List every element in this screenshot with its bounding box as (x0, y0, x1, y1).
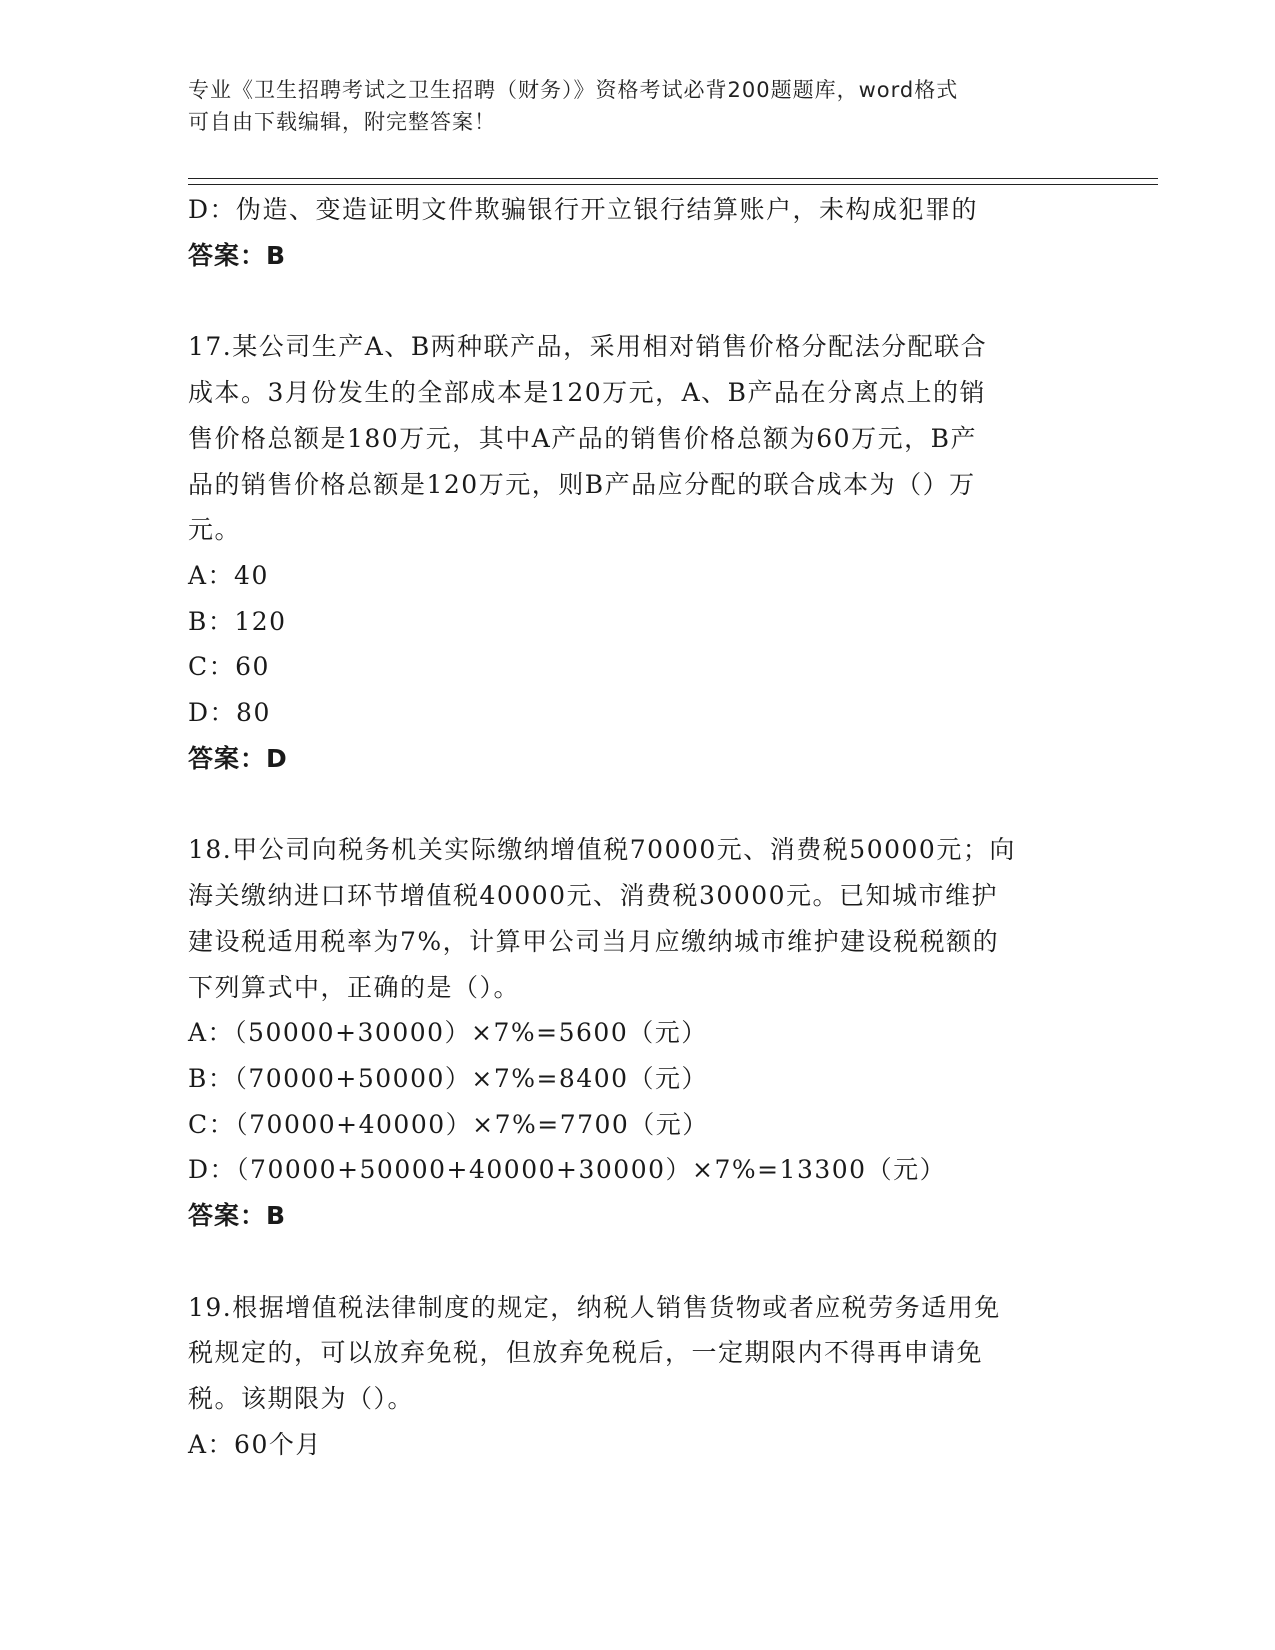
q17-text-line: 17.某公司生产A、B两种联产品，采用相对销售价格分配法分配联合 (188, 332, 988, 362)
q17-text-line: 成本。3月份发生的全部成本是120万元，A、B产品在分离点上的销 (188, 378, 987, 408)
question-17 (188, 324, 1073, 781)
q17-answer: 答案：D (188, 743, 288, 773)
header-line-2: 可自由下载编辑，附完整答案！ (188, 110, 496, 134)
q17-option-b: B：120 (188, 606, 287, 636)
q17-text-line: 品的销售价格总额是120万元，则B产品应分配的联合成本为（）万 (188, 469, 976, 499)
header-line-1: 专业《卫生招聘考试之卫生招聘（财务）》资格考试必背200题题库，word格式 (188, 78, 959, 102)
q19-option-a: A：60个月 (188, 1429, 322, 1459)
header-divider-top (188, 178, 1158, 179)
q18-text-line: 建设税适用税率为7%，计算甲公司当月应缴纳城市维护建设税税额的 (188, 926, 1000, 956)
q18-option-b: B：（70000+50000）×7%=8400（元） (188, 1063, 709, 1093)
question-18 (188, 827, 1073, 1238)
q17-text-line: 元。 (188, 515, 242, 545)
q18-option-a: A：（50000+30000）×7%=5600（元） (188, 1018, 708, 1048)
spacer (188, 1239, 1073, 1285)
q19-text-line: 税。该期限为（）。 (188, 1384, 415, 1414)
q19-text-line: 税规定的，可以放弃免税，但放弃免税后，一定期限内不得再申请免 (188, 1338, 984, 1368)
prev-answer: 答案：B (188, 240, 287, 270)
header-divider-bottom (188, 184, 1158, 185)
q18-option-d: D：（70000+50000+40000+30000）×7%=13300（元） (188, 1155, 947, 1185)
spacer (188, 781, 1073, 827)
q18-option-c: C：（70000+40000）×7%=7700（元） (188, 1109, 709, 1139)
q18-text-line: 海关缴纳进口环节增值税40000元、消费税30000元。已知城市维护 (188, 881, 999, 911)
page-header (188, 74, 1068, 138)
q18-answer: 答案：B (188, 1201, 287, 1231)
q17-option-a: A：40 (188, 560, 269, 590)
q17-option-c: C：60 (188, 652, 270, 682)
q18-text-line: 18.甲公司向税务机关实际缴纳增值税70000元、消费税50000元；向 (188, 835, 1016, 865)
q19-text-line: 19.根据增值税法律制度的规定，纳税人销售货物或者应税劳务适用免 (188, 1292, 1001, 1322)
q17-text-line: 售价格总额是180万元，其中A产品的销售价格总额为60万元，B产 (188, 423, 977, 453)
spacer (188, 278, 1073, 324)
prev-option-d: D：伪造、变造证明文件欺骗银行开立银行结算账户，未构成犯罪的 (188, 195, 979, 224)
q18-text-line: 下列算式中，正确的是（）。 (188, 972, 521, 1002)
question-content (188, 187, 1073, 1468)
q17-option-d: D：80 (188, 698, 271, 728)
question-19 (188, 1285, 1073, 1468)
